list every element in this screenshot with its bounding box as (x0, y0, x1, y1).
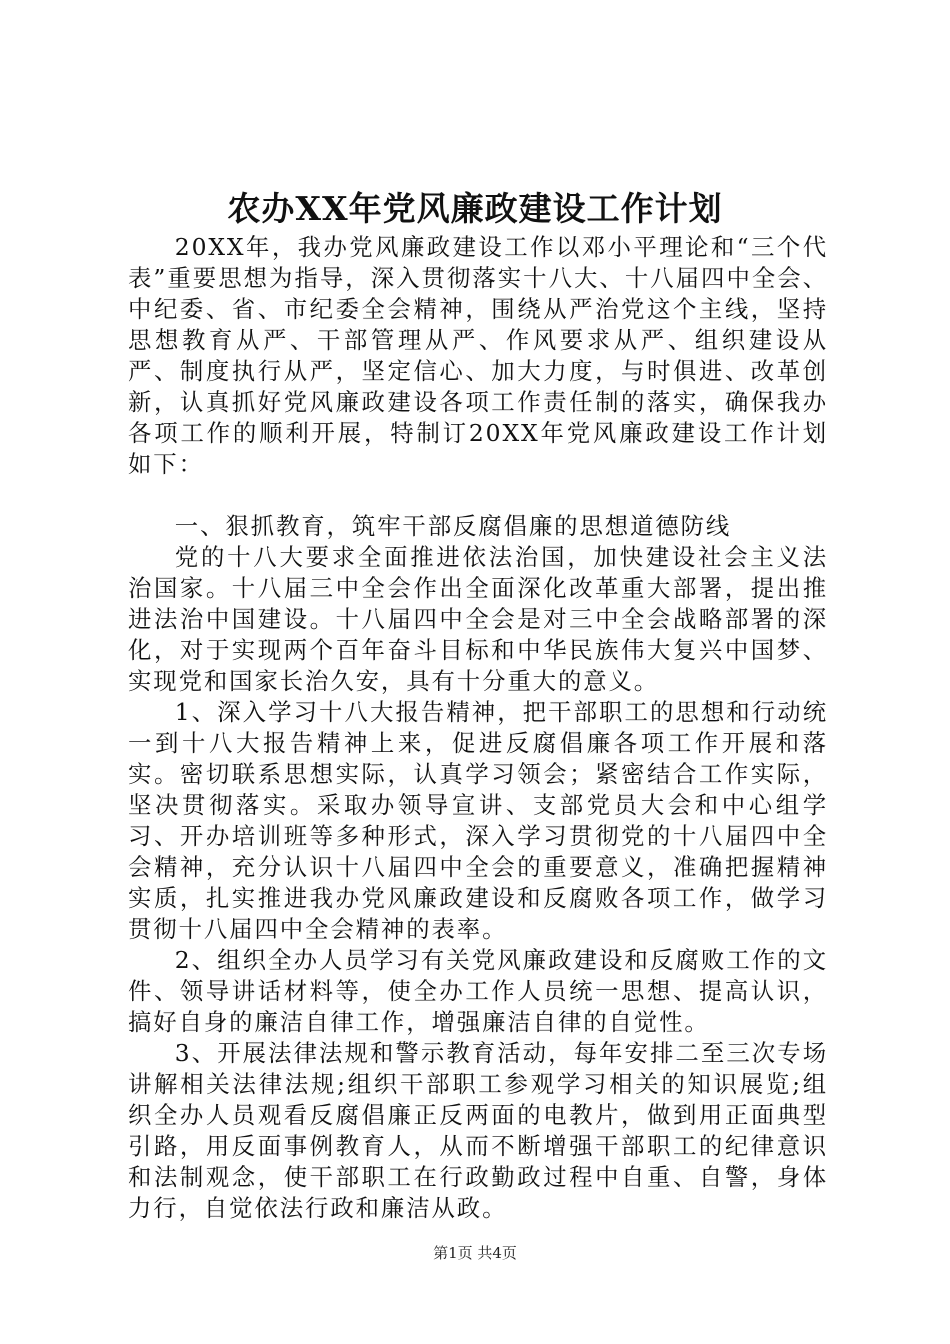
intro-paragraph: 20XX年，我办党风廉政建设工作以邓小平理论和“三个代表”重要思想为指导，深入贯彻落实十八大、十八届四中全会、中纪委、省、市纪委全会精神，围绕从严治党这个主线，坚持思想教育从严、干部管理从严、作风要求从严、组织建设从严、制度执行从严，坚定信心、加大力度，与时俱进、改革创新，认真抓好党风廉政建设各项工作责任制的落实，确保我办各项工作的顺利开展，特制订20XX年党风廉政建设工作计划如下： (128, 233, 828, 478)
list-item-1: 1、深入学习十八大报告精神，把干部职工的思想和行动统一到十八大报告精神上来，促进反腐倡廉各项工作开展和落实。密切联系思想实际，认真学习领会；紧密结合工作实际，坚决贯彻落实。采取办领导宣讲、支部党员大会和中心组学习、开办培训班等多种形式，深入学习贯彻党的十八届四中全会精神，充分认识十八届四中全会的重要意义，准确把握精神实质，扎实推进我办党风廉政建设和反腐败各项工作，做学习贯彻十八届四中全会精神的表率。 (128, 698, 828, 943)
list-item-3: 3、开展法律法规和警示教育活动，每年安排二至三次专场讲解相关法律法规;组织干部职工参观学习相关的知识展览;组织全办人员观看反腐倡廉正反两面的电教片，做到用正面典型引路，用反面事例教育人，从而不断增强干部职工的纪律意识和法制观念，使干部职工在行政勤政过程中自重、自警，身体力行，自觉依法行政和廉洁从政。 (128, 1039, 828, 1222)
document-body (128, 232, 828, 1224)
page-footer: 第1页 共4页 (433, 1244, 517, 1262)
body-paragraph: 党的十八大要求全面推进依法治国，加快建设社会主义法治国家。十八届三中全会作出全面深化改革重大部署，提出推进法治中国建设。十八届四中全会是对三中全会战略部署的深化，对于实现两个百年奋斗目标和中华民族伟大复兴中国梦、实现党和国家长治久安，具有十分重大的意义。 (128, 543, 828, 695)
section-heading: 一、狠抓教育，筑牢干部反腐倡廉的思想道德防线 (174, 512, 732, 540)
paragraph-spacer (128, 480, 828, 511)
document-title: 农办XX年党风廉政建设工作计划 (227, 189, 723, 228)
list-item-2: 2、组织全办人员学习有关党风廉政建设和反腐败工作的文件、领导讲话材料等，使全办工作人员统一思想、提高认识，搞好自身的廉洁自律工作，增强廉洁自律的自觉性。 (128, 946, 828, 1036)
